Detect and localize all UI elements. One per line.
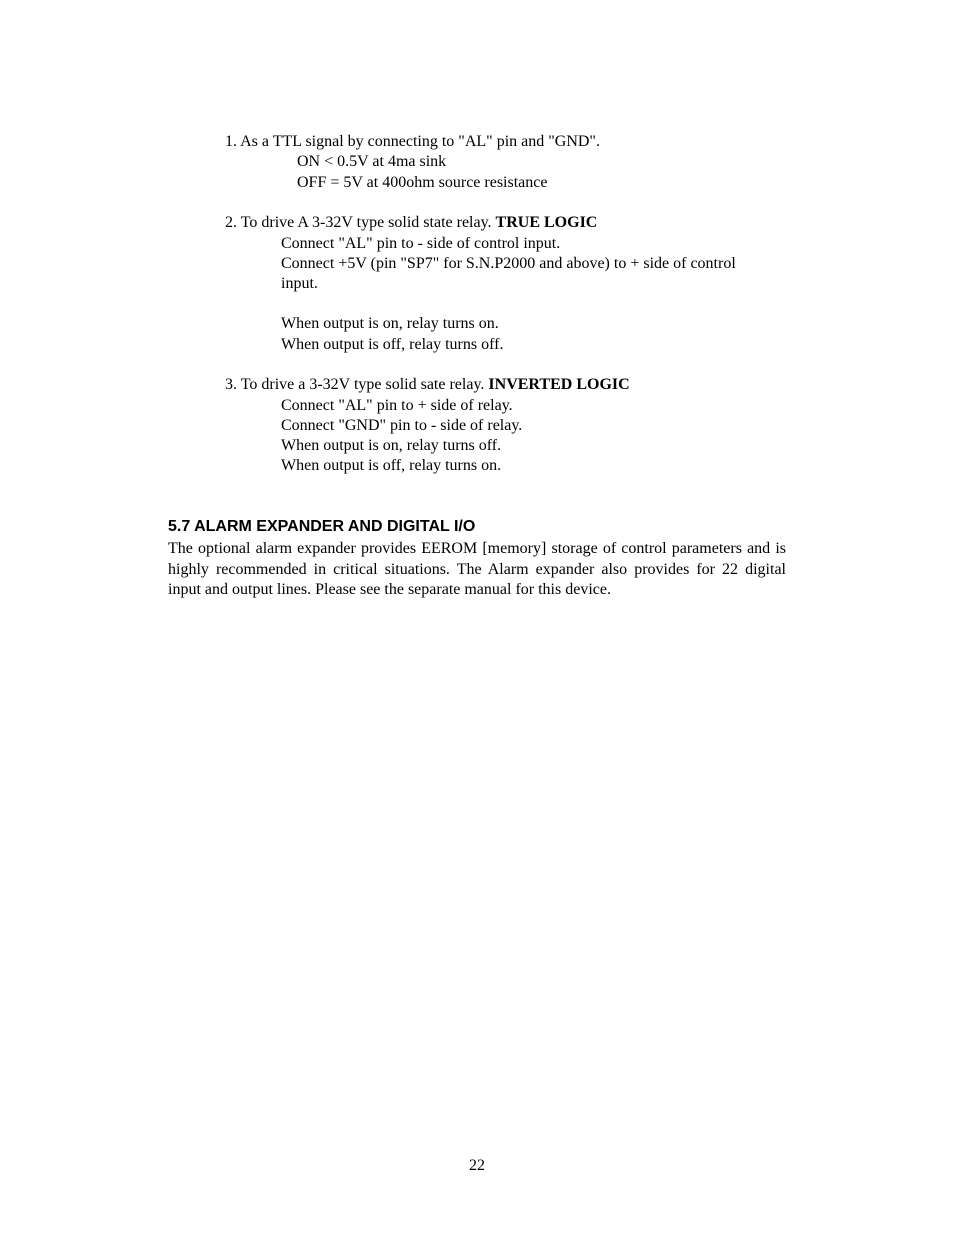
- section-heading: 5.7 ALARM EXPANDER AND DIGITAL I/O: [168, 518, 476, 535]
- item2-line-1: Connect "AL" pin to - side of control input.: [281, 235, 561, 252]
- item3-title-logic: INVERTED LOGIC: [488, 376, 630, 393]
- item3-line-1: Connect "AL" pin to + side of relay.: [281, 397, 513, 414]
- item3-line-3: When output is on, relay turns off.: [281, 437, 502, 454]
- item2-line-4: When output is on, relay turns on.: [281, 315, 499, 332]
- item3-line-2: Connect "GND" pin to - side of relay.: [281, 417, 523, 434]
- item1-on-spec: ON < 0.5V at 4ma sink: [297, 153, 447, 170]
- page-number: 22: [469, 1157, 485, 1174]
- item3-title-text: 3. To drive a 3-32V type solid sate relay.: [225, 376, 489, 393]
- item2-title: [225, 213, 597, 233]
- item1-title: 1. As a TTL signal by connecting to "AL" pin and "GND".: [225, 133, 600, 150]
- section-body: The optional alarm expander provides EEROM [memory] storage of control parameters and is highly recommended in critical situations. The Alarm expander also provides for 22 digital input and output lines. Please see the separate manual for this device.: [168, 540, 786, 598]
- item2-line-5: When output is off, relay turns off.: [281, 336, 504, 353]
- item2-line-3: input.: [281, 275, 318, 292]
- item2-title-text: 2. To drive A 3-32V type solid state relay.: [225, 214, 496, 231]
- item2-title-logic: TRUE LOGIC: [495, 214, 598, 231]
- item1-off-spec: OFF = 5V at 400ohm source resistance: [297, 174, 548, 191]
- item3-title: [225, 375, 630, 395]
- item3-line-4: When output is off, relay turns on.: [281, 457, 502, 474]
- item2-line-2: Connect +5V (pin "SP7" for S.N.P2000 and above) to + side of control: [281, 255, 736, 272]
